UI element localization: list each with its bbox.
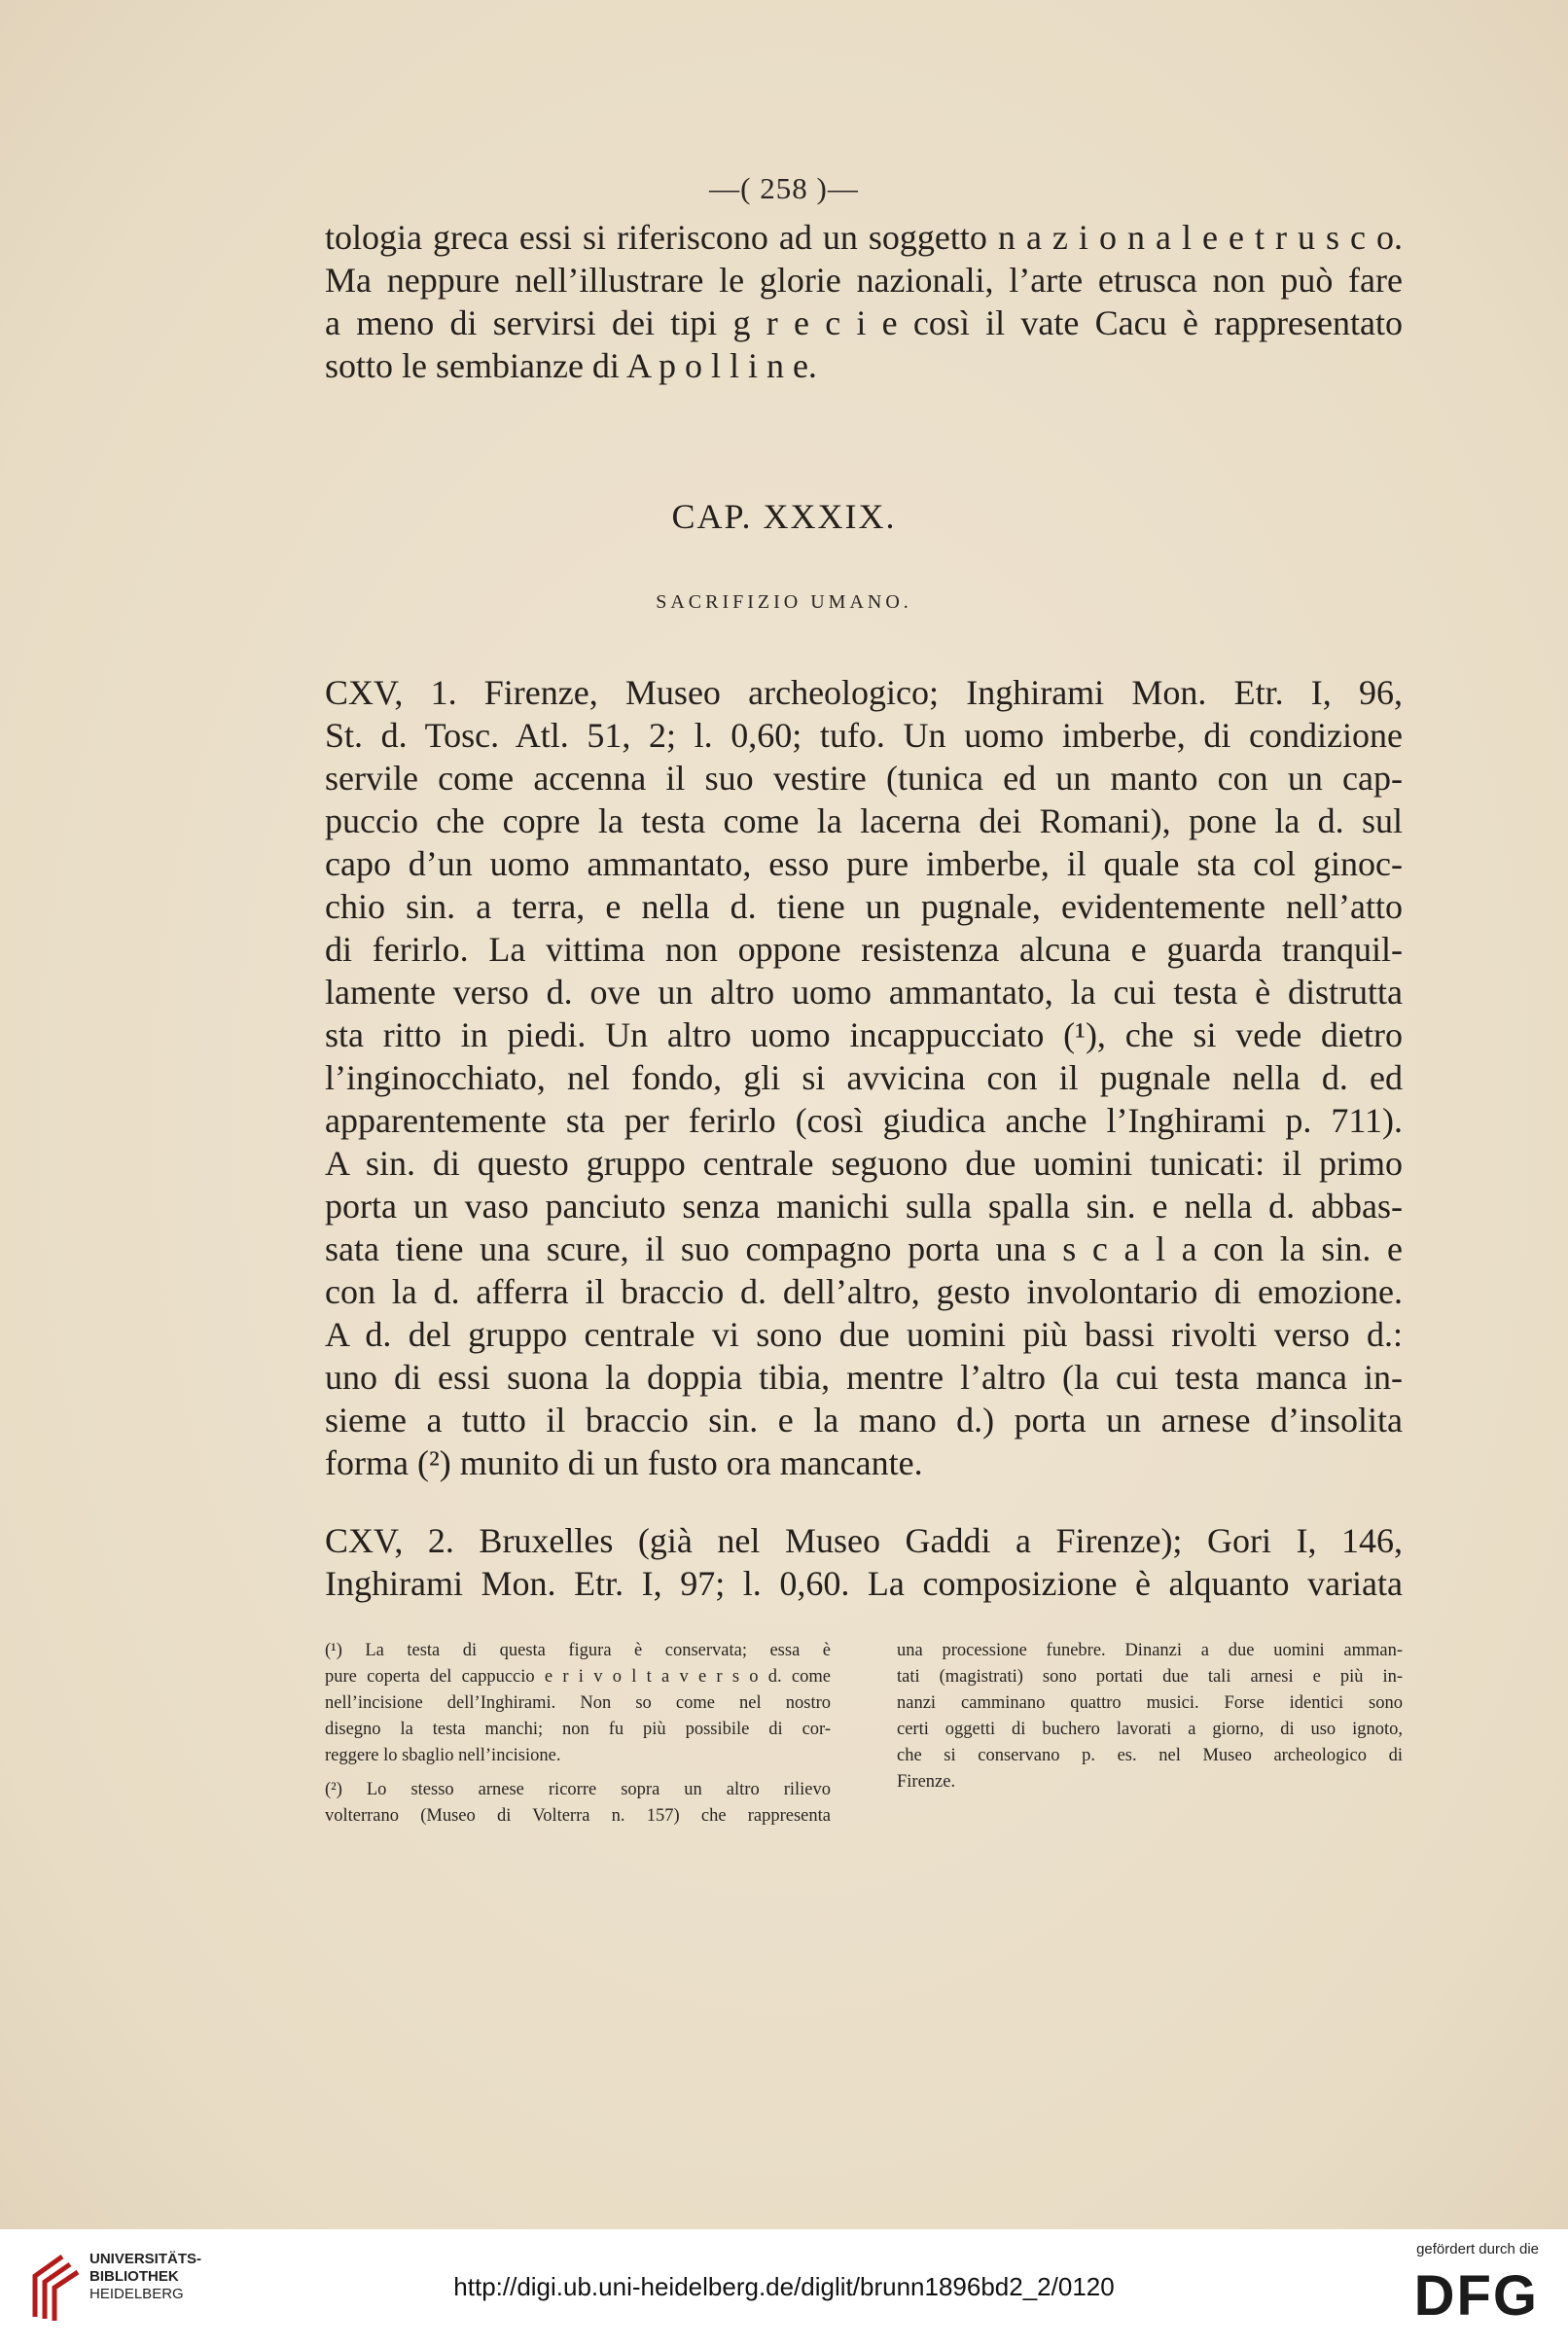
- footnotes-right-column: [897, 1638, 1403, 1830]
- text-line: A d. del gruppo centrale vi sono due uomini più bassi rivolti verso d.:: [325, 1315, 1403, 1354]
- text-line: servile come accenna il suo vestire (tunica ed un manto con un cap-: [325, 759, 1403, 798]
- footnote-line: tati (magistrati) sono portati due tali arnesi e più in-: [897, 1667, 1403, 1687]
- footnote-line: reggere lo sbaglio nell’incisione.: [325, 1746, 561, 1765]
- dfg-logo[interactable]: DFG: [1413, 2264, 1539, 2328]
- text-line: capo d’un uomo ammantato, esso pure imberbe, il quale sta col ginoc-: [325, 844, 1403, 883]
- text-line: apparentemente sta per ferirlo (così giudica anche l’Inghirami p. 711).: [325, 1101, 1403, 1140]
- footnote-line: nell’incisione dell’Inghirami. Non so come nel nostro: [325, 1693, 831, 1713]
- text-line: St. d. Tosc. Atl. 51, 2; l. 0,60; tufo. Un uomo imberbe, di condizione: [325, 716, 1403, 755]
- intro-text: [325, 216, 1403, 387]
- text-line: A sin. di questo gruppo centrale seguono due uomini tunicati: il primo: [325, 1144, 1403, 1183]
- footer-bar: [0, 2229, 1568, 2346]
- funding-caption: gefördert durch die: [1416, 2241, 1539, 2257]
- footnote-line: nanzi camminano quattro musici. Forse identici sono: [897, 1693, 1403, 1713]
- chapter-subtitle: SACRIFIZIO UMANO.: [656, 591, 912, 613]
- text-line: sta ritto in piedi. Un altro uomo incappucciato (¹), che si vede dietro: [325, 1015, 1403, 1054]
- text-line: sieme a tutto il braccio sin. e la mano d.) porta un arnese d’insolita: [325, 1401, 1403, 1440]
- text-line: di ferirlo. La vittima non oppone resistenza alcuna e guarda tranquil-: [325, 930, 1403, 969]
- text-line: Inghirami Mon. Etr. I, 97; l. 0,60. La composizione è alquanto variata: [325, 1564, 1403, 1603]
- page-number-header: —( 258 )—: [709, 171, 859, 205]
- text-line: Ma neppure nell’illustrare le glorie nazionali, l’arte etrusca non può fare: [325, 261, 1403, 300]
- text-line: uno di essi suona la doppia tibia, mentre l’altro (la cui testa manca in-: [325, 1358, 1403, 1397]
- footnote-line: (²) Lo stesso arnese ricorre sopra un altro rilievo: [325, 1780, 831, 1799]
- footnote-line: pure coperta del cappuccio e r i v o l t a v e r s o d. come: [325, 1667, 831, 1687]
- footnotes: [325, 1638, 1403, 1830]
- library-name: UNIVERSITÄTS- BIBLIOTHEK HEIDELBERG: [89, 2251, 202, 2302]
- text-line: sotto le sembianze di A p o l l i n e.: [325, 346, 817, 385]
- text-line: puccio che copre la testa come la lacerna dei Romani), pone la d. sul: [325, 801, 1403, 840]
- footnote-line: (¹) La testa di questa figura è conservata; essa è: [325, 1641, 831, 1660]
- text-line: porta un vaso panciuto senza manichi sulla spalla sin. e nella d. abbas-: [325, 1187, 1403, 1226]
- text-line: chio sin. a terra, e nella d. tiene un pugnale, evidentemente nell’atto: [325, 887, 1403, 926]
- text-line: lamente verso d. ove un altro uomo ammantato, la cui testa è distrutta: [325, 973, 1403, 1012]
- footnote-line: che si conservano p. es. nel Museo archeologico di: [897, 1746, 1403, 1765]
- footnote-line: disegno la testa manchi; non fu più possibile di cor-: [325, 1720, 831, 1739]
- text-line: tologia greca essi si riferiscono ad un soggetto n a z i o n a l e e t r u s c o.: [325, 218, 1403, 257]
- footnote-line: volterrano (Museo di Volterra n. 157) che rappresenta: [325, 1806, 831, 1826]
- footnote-line: Firenze.: [897, 1772, 956, 1792]
- footnotes-left-column: [325, 1638, 831, 1830]
- footnote-line: una processione funebre. Dinanzi a due uomini amman-: [897, 1641, 1403, 1660]
- text-line: CXV, 2. Bruxelles (già nel Museo Gaddi a Firenze); Gori I, 146,: [325, 1521, 1403, 1560]
- permalink-url[interactable]: http://digi.ub.uni-heidelberg.de/diglit/brunn1896bd2_2/0120: [453, 2272, 1115, 2301]
- paragraph-cxv-2: [325, 1519, 1403, 1605]
- paragraph-cxv-1: [325, 671, 1403, 1484]
- text-line: a meno di servirsi dei tipi g r e c i e così il vate Cacu è rappresentato: [325, 303, 1403, 342]
- chapter-title: CAP. XXXIX.: [671, 497, 897, 536]
- text-line: l’inginocchiato, nel fondo, gli si avvicina con il pugnale nella d. ed: [325, 1058, 1403, 1097]
- text-line: CXV, 1. Firenze, Museo archeologico; Inghirami Mon. Etr. I, 96,: [325, 673, 1403, 712]
- text-line: sata tiene una scure, il suo compagno porta una s c a l a con la sin. e: [325, 1229, 1403, 1268]
- footnote-line: certi oggetti di buchero lavorati a giorno, di uso ignoto,: [897, 1720, 1403, 1739]
- text-line: forma (²) munito di un fusto ora mancante.: [325, 1443, 923, 1482]
- text-line: con la d. afferra il braccio d. dell’altro, gesto involontario di emozione.: [325, 1272, 1403, 1311]
